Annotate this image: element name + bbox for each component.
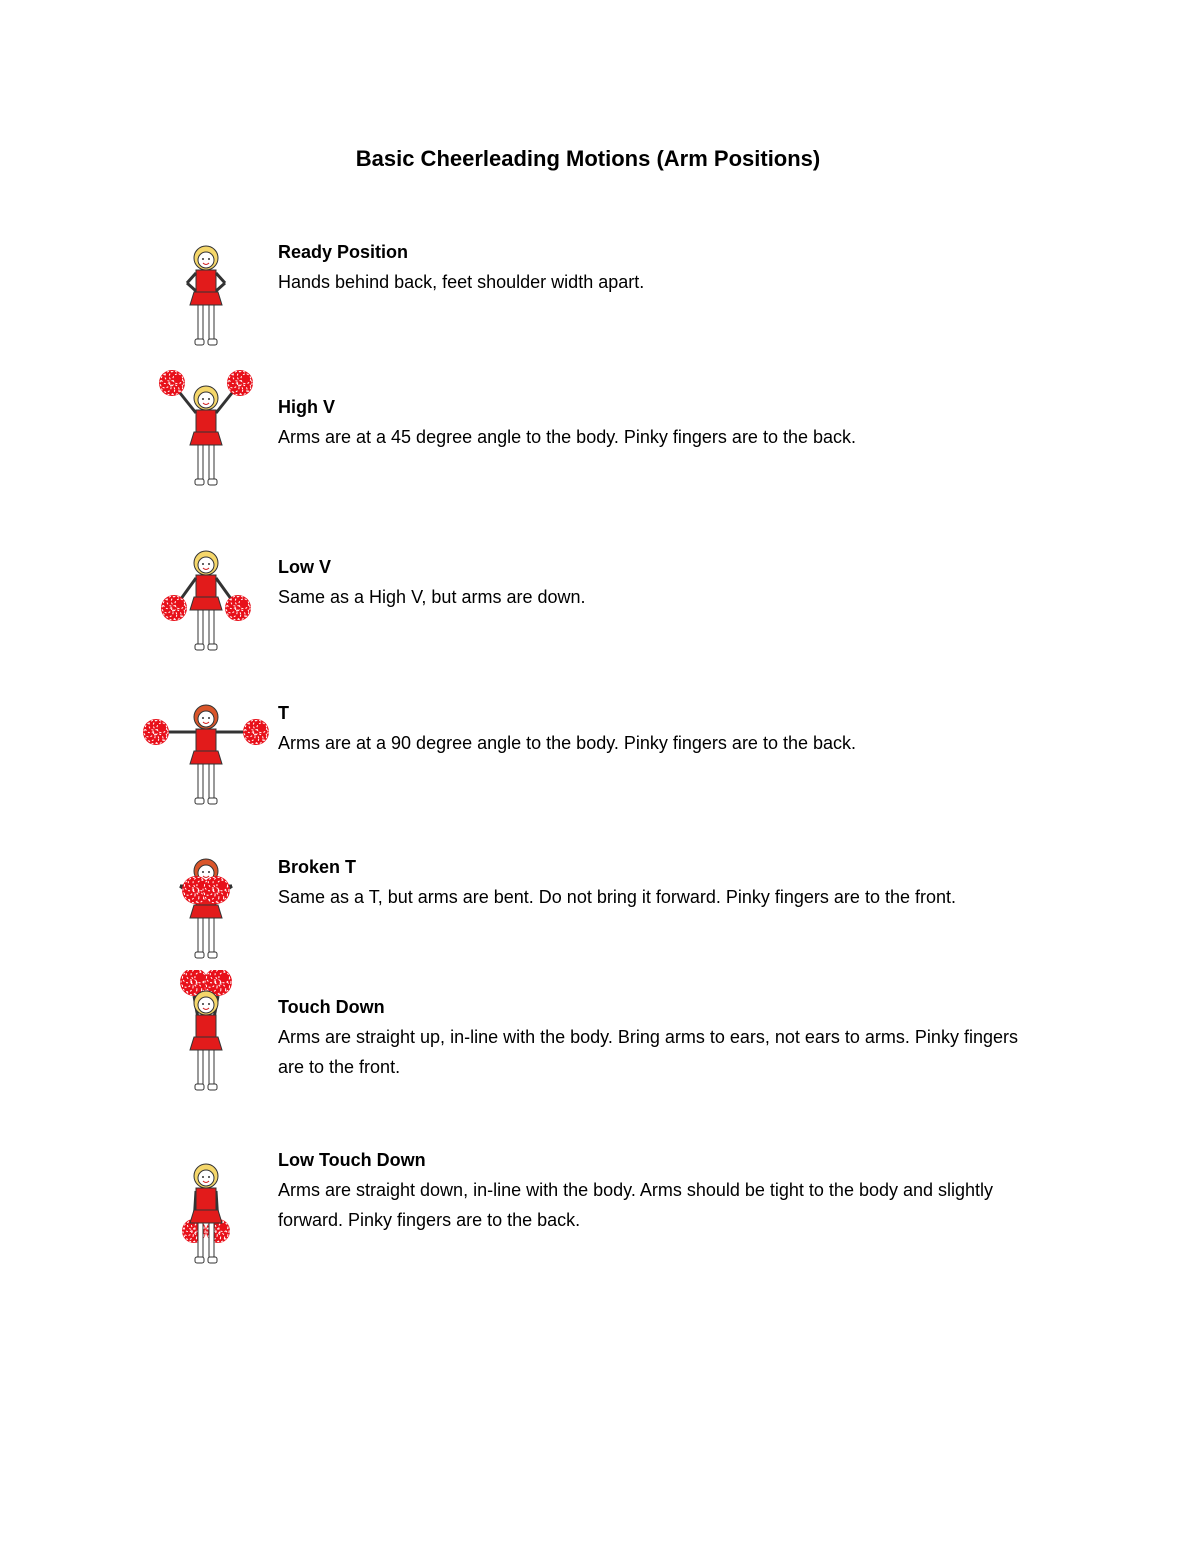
position-description: Arms are straight down, in-line with the body. Arms should be tight to the body and slightly forward. Pinky fingers are to the back. — [278, 1180, 994, 1230]
position-text — [278, 237, 1038, 297]
position-text — [278, 392, 1038, 452]
cheerleader-broken-t-icon — [138, 838, 274, 956]
position-entry — [0, 1143, 1200, 1273]
position-name: High V — [278, 397, 335, 417]
position-entry — [0, 365, 1200, 495]
position-text — [278, 552, 1038, 612]
position-text — [278, 1145, 1038, 1235]
position-description: Arms are at a 90 degree angle to the body. Pinky fingers are to the back. — [278, 733, 857, 753]
cheerleader-ready-icon — [138, 225, 274, 343]
position-entry — [0, 838, 1200, 968]
position-name: Touch Down — [278, 997, 385, 1017]
position-text — [278, 698, 1038, 758]
position-entry — [0, 684, 1200, 814]
position-text — [278, 992, 1038, 1082]
position-description: Hands behind back, feet shoulder width apart. — [278, 272, 645, 292]
cheerleader-low-v-icon — [138, 530, 274, 648]
position-name: Ready Position — [278, 242, 409, 262]
position-name: Low Touch Down — [278, 1150, 426, 1170]
page-title: Basic Cheerleading Motions (Arm Positions) — [355, 146, 821, 171]
position-name: Low V — [278, 557, 331, 577]
cheerleader-low-touch-down-icon — [138, 1143, 274, 1261]
position-description: Same as a High V, but arms are down. — [278, 587, 586, 607]
position-entry — [0, 225, 1200, 355]
position-name: Broken T — [278, 857, 357, 877]
position-entry — [0, 970, 1200, 1100]
cheerleader-t-icon — [138, 684, 274, 802]
position-description: Arms are straight up, in-line with the body. Bring arms to ears, not ears to arms. Pinky fingers are to the front. — [278, 1027, 1018, 1077]
position-entry — [0, 530, 1200, 660]
cheerleader-touch-down-icon — [138, 970, 274, 1088]
position-text — [278, 852, 1038, 912]
cheerleader-high-v-icon — [138, 365, 274, 483]
position-name: T — [278, 703, 289, 723]
position-description: Same as a T, but arms are bent. Do not bring it forward. Pinky fingers are to the front. — [278, 887, 956, 907]
position-description: Arms are at a 45 degree angle to the body. Pinky fingers are to the back. — [278, 427, 857, 447]
